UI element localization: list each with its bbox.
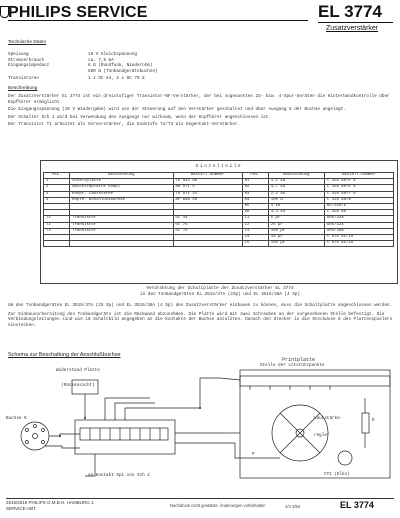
table-note-line: Verdrahtung der Schaltplatte der Zusatzverstärker EL 3774 [146, 286, 294, 291]
col-header: Pos. [44, 173, 70, 179]
schematic-heading: Schema zur Beschaltung der Anschlußbuchse [8, 352, 121, 358]
model-rule [318, 22, 393, 23]
parts-table-cell: C 426 AR/F 6 [324, 191, 393, 197]
footer-code: 4/4 2/64 [285, 504, 301, 509]
parts-table-cell: C 070 AE/10 [324, 235, 393, 241]
parts-table-cell: T1 [44, 216, 70, 222]
parts-table-frame [40, 160, 398, 284]
col-header: Bestell-Nummer [173, 173, 242, 179]
col-header: Bezeichnung [268, 173, 324, 179]
parts-table-cell: T3 [44, 228, 70, 234]
buchse-label: Buchse 6 [6, 416, 27, 421]
brand-title: PHILIPS SERVICE [8, 4, 148, 21]
footer-rule [6, 498, 394, 499]
tech-row: 500 Ω (Tonbandgerätebuchse) [88, 68, 158, 74]
description-paragraph: Die Eingangsspannung (10 V Wiedergabe) wird von der Steuerung auf den Verstärker geschaltet und über Ausgang 8 der Buchse angelegt. [8, 107, 346, 113]
parts-table-cell [173, 241, 242, 247]
tech-row: Speisung 15 V Gleichspannung [8, 52, 137, 57]
parts-table-cell: OC 44 [173, 216, 242, 222]
parts-table-cell: R2 [242, 185, 268, 191]
elko-capacitor [338, 451, 352, 465]
parts-table-cell: BZ/190/E [324, 204, 393, 210]
parts-table-cell: AN 071 5 [173, 185, 242, 191]
parts-table-cell: 5 µF [268, 216, 324, 222]
right-resistor [362, 413, 369, 433]
parts-table-row [44, 241, 394, 247]
parts-table-cell: Schaltplatte [70, 179, 173, 185]
description-text [8, 94, 393, 128]
parts-table-cell: AP 068 56 [173, 197, 242, 203]
parts-table-cell: OC 75 [173, 228, 242, 234]
parts-table-cell: C 426 AR/B [324, 197, 393, 203]
parts-table-cell: C1 [242, 216, 268, 222]
footer-model: EL 3774 [340, 500, 374, 510]
parts-table-cell: C3 [242, 228, 268, 234]
tech-data-heading: Technische Daten [8, 40, 47, 45]
description-paragraph: Der Zusatzverstärker EL 3774 ist ein dreistufiger Transistor-NF-Verstärker, der bei sogenannten 2S- bzw. 4-Spur-Geräten die Hinterbandkontrolle über Kopfhörer ermöglicht. [8, 94, 390, 105]
parts-table-cell: R5 [242, 204, 268, 210]
parts-table-cell: Transistor [70, 216, 173, 222]
parts-table-cell: C 070 AE/10 [324, 241, 393, 247]
parts-table-cell: C 426 AR [324, 210, 393, 216]
parts-table-cell: R6 [242, 210, 268, 216]
parts-table-cell: TK 071 21 [173, 191, 242, 197]
parts-table-cell: Knopf, Lautstärke [70, 191, 173, 197]
parts-table-cell: 2 [44, 185, 70, 191]
header-rule [8, 20, 308, 21]
parts-table-cell [70, 241, 173, 247]
parts-table-cell: Abschirmplatte kompl. [70, 185, 173, 191]
footer-publisher: 2515/2516 PHILIPS G.M.B.H. HAMBURG 1 SERVICE-ABT. [6, 500, 94, 511]
body-paragraph: Um den Tonbandgeräten EL 3515/37A (2S Sp) und EL 3516/38A (4 Sp) den Zusatzverstärker einbauen zu können, muss die Schaltplatte angeschlossen werden. [8, 303, 393, 308]
parts-table-cell: 100 µF [268, 228, 324, 234]
tech-data-list [8, 52, 208, 82]
parts-table-cell: 4,7 kΩ [268, 185, 324, 191]
model-number: EL 3774 [318, 2, 382, 21]
parts-table-cell: 905/32a [324, 222, 393, 228]
parts-table-cell: Transistor [70, 228, 173, 234]
schematic-bottom-label: an Kontakt Spi von Sch 2 [88, 473, 150, 478]
parts-table-cell: TK 945 96 [173, 179, 242, 185]
table-note [60, 286, 380, 297]
parts-table-cell: 3 [44, 191, 70, 197]
parts-table-cell: 905/36a [324, 228, 393, 234]
footer-notice: Nachdruck nicht gestattet. Änderungen vorbehalten [170, 503, 266, 508]
parts-table-cell: 1,5 kΩ [268, 179, 324, 185]
elko-label: CT1 (Elko) [324, 472, 350, 477]
tech-row: Stromverbrauch ca. 7,5 mA [8, 57, 114, 63]
parts-table-cell: C5 [242, 241, 268, 247]
body-paragraph: Zur Einbauvorbereitung des Tonbandgeräts ist die Rückwand abzunehmen. Die Platte wird mit zwei Schrauben an der vorgesehenen Stelle befestigt. Die Verbindungsleitungen sind wie im Schaltbild angegeben an die Kontakte der Buchse anzulöten. Danach den Stecker in die Steckdose 8 des Plattenspielers einstecken. [8, 311, 393, 328]
tech-row: Transistoren 1 x OC 44, 2 x OC 75 Z [8, 76, 145, 82]
parts-table-cell: 1 kΩ [268, 204, 324, 210]
parts-table-cell [44, 241, 70, 247]
p-label: P [252, 452, 255, 457]
parts-table-body [44, 179, 394, 247]
col-header: Bezeichnung [70, 173, 173, 179]
parts-table-cell: 2,2 kΩ [268, 191, 324, 197]
schematic-left-label: Widerstand Platte (Rückansicht) [56, 368, 100, 388]
resistor-label: R [372, 418, 375, 423]
parts-table-cell: OC 75 [173, 222, 242, 228]
parts-table-cell: 1 [44, 179, 70, 185]
col-header: Bestell-Nummer [324, 173, 393, 179]
parts-table-cell: C4 [242, 235, 268, 241]
tech-row: Eingangsimpedanz 8 Ω (Rundfunk, Niederohm) [8, 63, 153, 69]
col-header: Pos. [242, 173, 268, 179]
parts-table-cell: 4 [44, 197, 70, 203]
parts-table-cell: C 426 AR/E 6 [324, 179, 393, 185]
parts-table-cell: 100 Ω [268, 197, 324, 203]
parts-table-cell: Kopfh. Anschlussbuchse [70, 197, 173, 203]
description-paragraph: Der Schalter Sch 1 wird bei Verwendung des Ausgangs nur wirksam, wenn der Kopfhörer angeschlossen ist. [8, 114, 272, 120]
parts-table-cell: Transistor [70, 222, 173, 228]
parts-table-cell: C 426 AR/E 6 [324, 185, 393, 191]
parts-table-cell: 10 µF [268, 235, 324, 241]
parts-table-cell: R4 [242, 197, 268, 203]
parts-table-cell: T2 [44, 222, 70, 228]
document-subtitle: Zusatzverstärker [326, 25, 379, 32]
parts-table-cell: 3,3 kΩ [268, 210, 324, 216]
printplate-subtitle: Stelle der Lötstützpunkte [260, 363, 325, 368]
parts-table [43, 172, 394, 247]
parts-table-cell: R1 [242, 179, 268, 185]
description-heading: Beschreibung [8, 86, 38, 91]
parts-table-cell: 905/32a [324, 216, 393, 222]
buchse-circle [21, 422, 49, 450]
body-text [8, 303, 393, 328]
parts-table-cell: C2 [242, 222, 268, 228]
parts-table-title: Einzelteile [195, 164, 243, 169]
description-paragraph: Der Transistor T1 arbeitet als Vorverstärker, die Endstufe T2/T3 als Gegentakt-Verstärker. [8, 122, 241, 128]
parts-table-cell: 100 µF [268, 241, 324, 247]
printplate-title: Printplatte [282, 357, 316, 363]
control-label: Lautstärke- regler [314, 416, 343, 438]
parts-table-cell: R3 [242, 191, 268, 197]
parts-table-cell: 25 µF [268, 222, 324, 228]
table-note-line: in den Tonbandgeräten EL 3515/37A (2Sp) und EL 3516/38A (4 Sp) [140, 291, 300, 297]
